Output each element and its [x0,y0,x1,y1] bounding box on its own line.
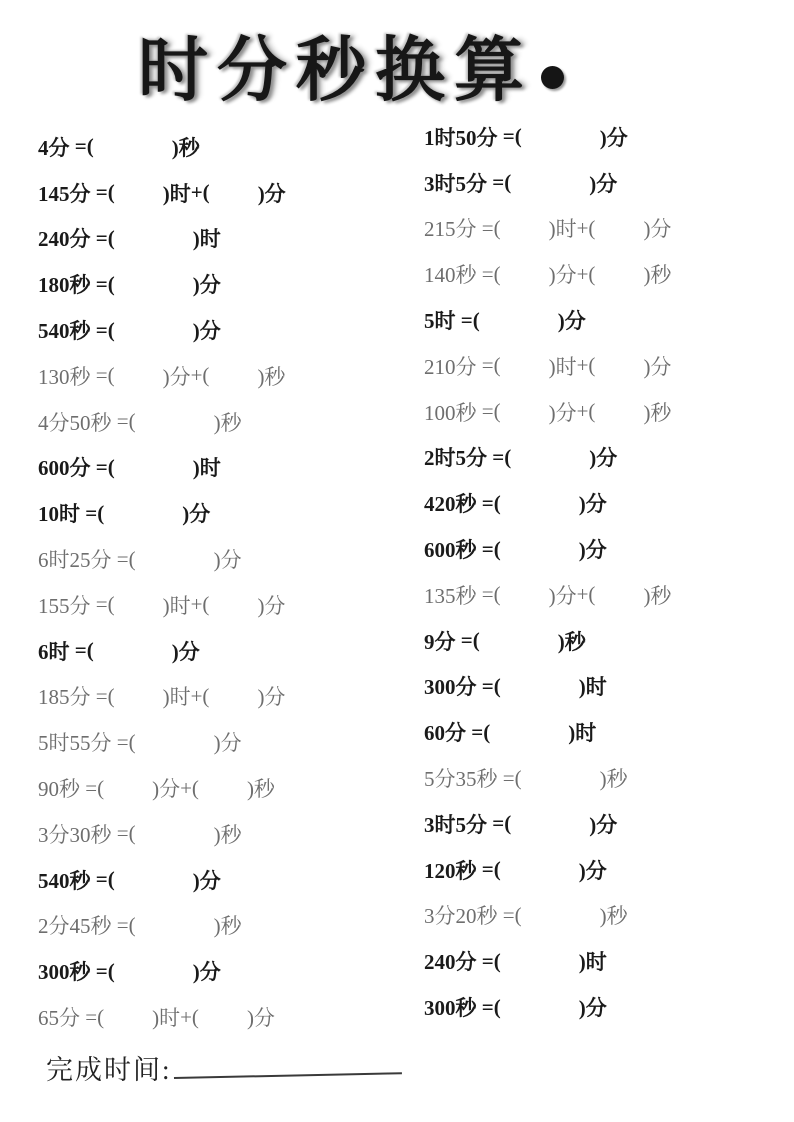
close-paren-unit: )分 [257,181,286,206]
completion-time [46,1048,402,1087]
problem-row [38,857,286,903]
problem-given: 2分45秒 [38,914,112,939]
problem-given: 600秒 [424,538,477,563]
page-title [138,14,564,115]
problem-given: 3分30秒 [38,822,112,847]
problem-row [38,261,286,307]
answer-blank[interactable] [115,467,193,468]
problem-row [424,893,671,939]
problem-row [424,435,671,481]
problem-given: 6时25分 [38,548,112,573]
answer-blank[interactable] [595,228,643,229]
equals-open-paren: =( [455,307,480,332]
answer-blank[interactable] [595,274,643,275]
answer-blank[interactable] [501,961,579,962]
close-paren-unit: )分 [589,446,618,471]
column-left [38,124,286,1040]
equals-open-paren: =( [476,994,501,1019]
problem-row [424,618,671,664]
answer-blank[interactable] [115,696,163,697]
problem-given: 540秒 [38,319,91,344]
answer-blank[interactable] [115,375,163,376]
close-paren-unit: )分 [257,593,286,618]
close-paren-unit: )分 [213,548,242,573]
problem-row [38,445,286,491]
answer-blank[interactable] [94,650,172,651]
answer-blank[interactable] [480,640,558,641]
equals-open-paren: =( [80,1004,105,1029]
equals-open-paren: =( [466,719,491,744]
answer-blank[interactable] [136,742,214,743]
answer-blank[interactable] [480,320,558,321]
close-paren-unit: )时 [152,1006,181,1031]
equals-open-paren: =( [90,683,115,708]
answer-blank[interactable] [104,788,152,789]
answer-blank[interactable] [501,274,549,275]
close-paren-unit: )秒 [599,767,628,792]
answer-blank[interactable] [511,457,589,458]
equals-open-paren: =( [80,775,105,800]
close-paren-unit: )时 [162,593,191,618]
problem-row [38,353,286,399]
close-paren-unit: )分 [578,538,607,563]
problem-row [38,948,286,994]
problem-given: 240分 [38,227,91,252]
plus-open-paren: +( [190,592,210,617]
problem-row [424,251,671,297]
answer-blank[interactable] [104,1017,152,1018]
answer-blank[interactable] [94,146,172,147]
close-paren-unit: )分 [171,639,200,664]
problem-given: 6时 [38,639,70,664]
answer-blank[interactable] [115,879,193,880]
problem-given: 65分 [38,1006,80,1031]
answer-blank[interactable] [115,604,163,605]
close-paren-unit: )时 [578,950,607,975]
problem-row [424,114,671,160]
problem-given: 240分 [424,950,477,975]
problem-given: 5分35秒 [424,767,498,792]
close-paren-unit: )分 [578,996,607,1021]
close-paren-unit: )秒 [246,777,275,802]
close-paren-unit: )分 [257,685,286,710]
close-paren-unit: )秒 [643,263,672,288]
page-title-text: 时分秒换算 [138,33,533,110]
problem-given: 3时5分 [424,812,487,837]
problem-row [38,216,286,262]
problem-row [38,124,286,170]
answer-blank[interactable] [104,513,182,514]
answer-blank[interactable] [210,192,258,193]
close-paren-unit: )时 [548,217,577,242]
plus-open-paren: +( [576,261,596,286]
problem-row [38,994,286,1040]
answer-blank[interactable] [595,594,643,595]
problem-row [38,903,286,949]
answer-blank[interactable] [501,411,549,412]
problem-given: 140秒 [424,263,477,288]
equals-open-paren: =( [90,592,115,617]
close-paren-unit: )分 [589,812,618,837]
problem-given: 90秒 [38,777,80,802]
close-paren-unit: )分 [152,777,181,802]
close-paren-unit: )分 [589,171,618,196]
equals-open-paren: =( [476,353,501,378]
problem-given: 135秒 [424,583,477,608]
answer-blank[interactable] [501,594,549,595]
problem-row [38,674,286,720]
problem-row [38,765,286,811]
answer-blank[interactable] [136,925,214,926]
close-paren-unit: )秒 [643,583,672,608]
answer-blank[interactable] [522,136,600,137]
answer-blank[interactable] [595,365,643,366]
problem-row [424,160,671,206]
plus-open-paren: +( [190,363,210,388]
completion-time-blank[interactable] [173,1049,401,1079]
close-paren-unit: )秒 [257,364,286,389]
answer-blank[interactable] [199,1017,247,1018]
problem-given: 180秒 [38,273,91,298]
plus-open-paren: +( [576,353,596,378]
equals-open-paren: =( [90,867,115,892]
close-paren-unit: )分 [557,309,586,334]
answer-blank[interactable] [115,971,193,972]
equals-open-paren: =( [487,170,512,195]
problem-row [424,526,671,572]
equals-open-paren: =( [90,454,115,479]
answer-blank[interactable] [501,686,579,687]
problem-given: 300秒 [424,996,477,1021]
equals-open-paren: =( [476,582,501,607]
answer-blank[interactable] [199,788,247,789]
close-paren-unit: )分 [192,273,221,298]
problem-row [424,938,671,984]
equals-open-paren: =( [90,317,115,342]
equals-open-paren: =( [90,271,115,296]
answer-blank[interactable] [490,732,568,733]
close-paren-unit: )时 [568,721,597,746]
answer-blank[interactable] [115,330,193,331]
equals-open-paren: =( [455,628,480,653]
problem-given: 130秒 [38,364,91,389]
problem-row [424,709,671,755]
close-paren-unit: )分 [182,502,211,527]
answer-blank[interactable] [136,833,214,834]
answer-blank[interactable] [595,411,643,412]
problem-given: 2时5分 [424,446,487,471]
answer-blank[interactable] [209,375,257,376]
answer-blank[interactable] [209,604,257,605]
close-paren-unit: )分 [246,1006,275,1031]
column-right [424,114,671,1030]
problem-row [424,480,671,526]
problem-row [424,801,671,847]
problem-row [424,984,671,1030]
problem-given: 3分20秒 [424,904,498,929]
answer-blank[interactable] [501,228,549,229]
equals-open-paren: =( [476,399,501,424]
close-paren-unit: )分 [599,125,628,150]
problem-given: 5时55分 [38,731,112,756]
equals-open-paren: =( [90,958,115,983]
problem-given: 9分 [424,629,456,654]
equals-open-paren: =( [90,225,115,250]
answer-blank[interactable] [522,915,600,916]
equals-open-paren: =( [476,536,501,561]
answer-blank[interactable] [501,549,579,550]
problem-row [424,755,671,801]
equals-open-paren: =( [476,673,501,698]
equals-open-paren: =( [476,948,501,973]
problem-given: 300分 [424,675,477,700]
equals-open-paren: =( [80,500,105,525]
bullet-icon [541,66,564,89]
problem-row [38,536,286,582]
close-paren-unit: )分 [192,868,221,893]
equals-open-paren: =( [69,134,94,159]
close-paren-unit: )分 [192,319,221,344]
answer-blank[interactable] [136,559,214,560]
problem-row [38,811,286,857]
close-paren-unit: )分 [578,492,607,517]
problem-given: 600分 [38,456,91,481]
problem-row [424,572,671,618]
problem-given: 420秒 [424,492,477,517]
answer-blank[interactable] [501,869,579,870]
problem-given: 3时5分 [424,171,487,196]
plus-open-paren: +( [576,582,596,607]
problem-row [424,343,671,389]
answer-blank[interactable] [501,1007,579,1008]
equals-open-paren: =( [111,821,136,846]
problem-given: 210分 [424,354,477,379]
problem-given: 60分 [424,721,466,746]
close-paren-unit: )时 [548,354,577,379]
answer-blank[interactable] [209,696,257,697]
equals-open-paren: =( [90,363,115,388]
close-paren-unit: )秒 [171,135,200,160]
close-paren-unit: )时 [192,456,221,481]
close-paren-unit: )分 [548,400,577,425]
problem-row [38,490,286,536]
problem-row [38,307,286,353]
equals-open-paren: =( [111,409,136,434]
equals-open-paren: =( [90,180,115,205]
problem-row [424,389,671,435]
plus-open-paren: +( [190,180,210,205]
completion-time-label: 完成时间: [46,1055,172,1085]
problem-given: 4分 [38,135,70,160]
problem-row [38,628,286,674]
answer-blank[interactable] [136,421,214,422]
answer-blank[interactable] [501,365,549,366]
problem-given: 300秒 [38,960,91,985]
problem-row [424,664,671,710]
equals-open-paren: =( [69,638,94,663]
plus-open-paren: +( [180,1004,199,1029]
problem-given: 145分 [38,181,91,206]
problem-given: 185分 [38,685,91,710]
close-paren-unit: )秒 [213,822,242,847]
problem-given: 100秒 [424,400,477,425]
problem-given: 10时 [38,502,80,527]
plus-open-paren: +( [576,399,596,424]
close-paren-unit: )分 [192,960,221,985]
close-paren-unit: )时 [162,181,191,206]
answer-blank[interactable] [511,823,589,824]
problem-given: 540秒 [38,868,91,893]
problem-row [38,399,286,445]
problem-row [38,582,286,628]
close-paren-unit: )分 [548,263,577,288]
close-paren-unit: )时 [192,227,221,252]
problem-given: 155分 [38,593,91,618]
problem-row [38,170,286,216]
close-paren-unit: )时 [578,675,607,700]
equals-open-paren: =( [476,490,501,515]
answer-blank[interactable] [501,503,579,504]
close-paren-unit: )分 [162,364,191,389]
equals-open-paren: =( [111,912,136,937]
equals-open-paren: =( [487,444,512,469]
equals-open-paren: =( [111,729,136,754]
close-paren-unit: )秒 [643,400,672,425]
answer-blank[interactable] [115,192,163,193]
answer-blank[interactable] [115,238,193,239]
equals-open-paren: =( [476,261,501,286]
problem-row [38,719,286,765]
close-paren-unit: )秒 [213,914,242,939]
problem-given: 215分 [424,217,477,242]
close-paren-unit: )分 [213,731,242,756]
equals-open-paren: =( [497,765,522,790]
problem-row [424,847,671,893]
equals-open-paren: =( [476,857,501,882]
problem-given: 5时 [424,309,456,334]
equals-open-paren: =( [497,124,522,149]
close-paren-unit: )秒 [599,904,628,929]
problem-given: 120秒 [424,858,477,883]
plus-open-paren: +( [576,215,596,240]
close-paren-unit: )时 [162,685,191,710]
close-paren-unit: )分 [548,583,577,608]
equals-open-paren: =( [476,215,501,240]
problem-given: 1时50分 [424,125,498,150]
close-paren-unit: )秒 [213,410,242,435]
problem-given: 4分50秒 [38,410,112,435]
close-paren-unit: )分 [643,217,672,242]
answer-blank[interactable] [522,778,600,779]
plus-open-paren: +( [180,775,199,800]
problem-row [424,206,671,252]
plus-open-paren: +( [190,683,210,708]
equals-open-paren: =( [497,902,522,927]
close-paren-unit: )分 [643,354,672,379]
answer-blank[interactable] [511,182,589,183]
answer-blank[interactable] [115,284,193,285]
close-paren-unit: )秒 [557,629,586,654]
equals-open-paren: =( [487,811,512,836]
close-paren-unit: )分 [578,858,607,883]
problem-row [424,297,671,343]
equals-open-paren: =( [111,546,136,571]
